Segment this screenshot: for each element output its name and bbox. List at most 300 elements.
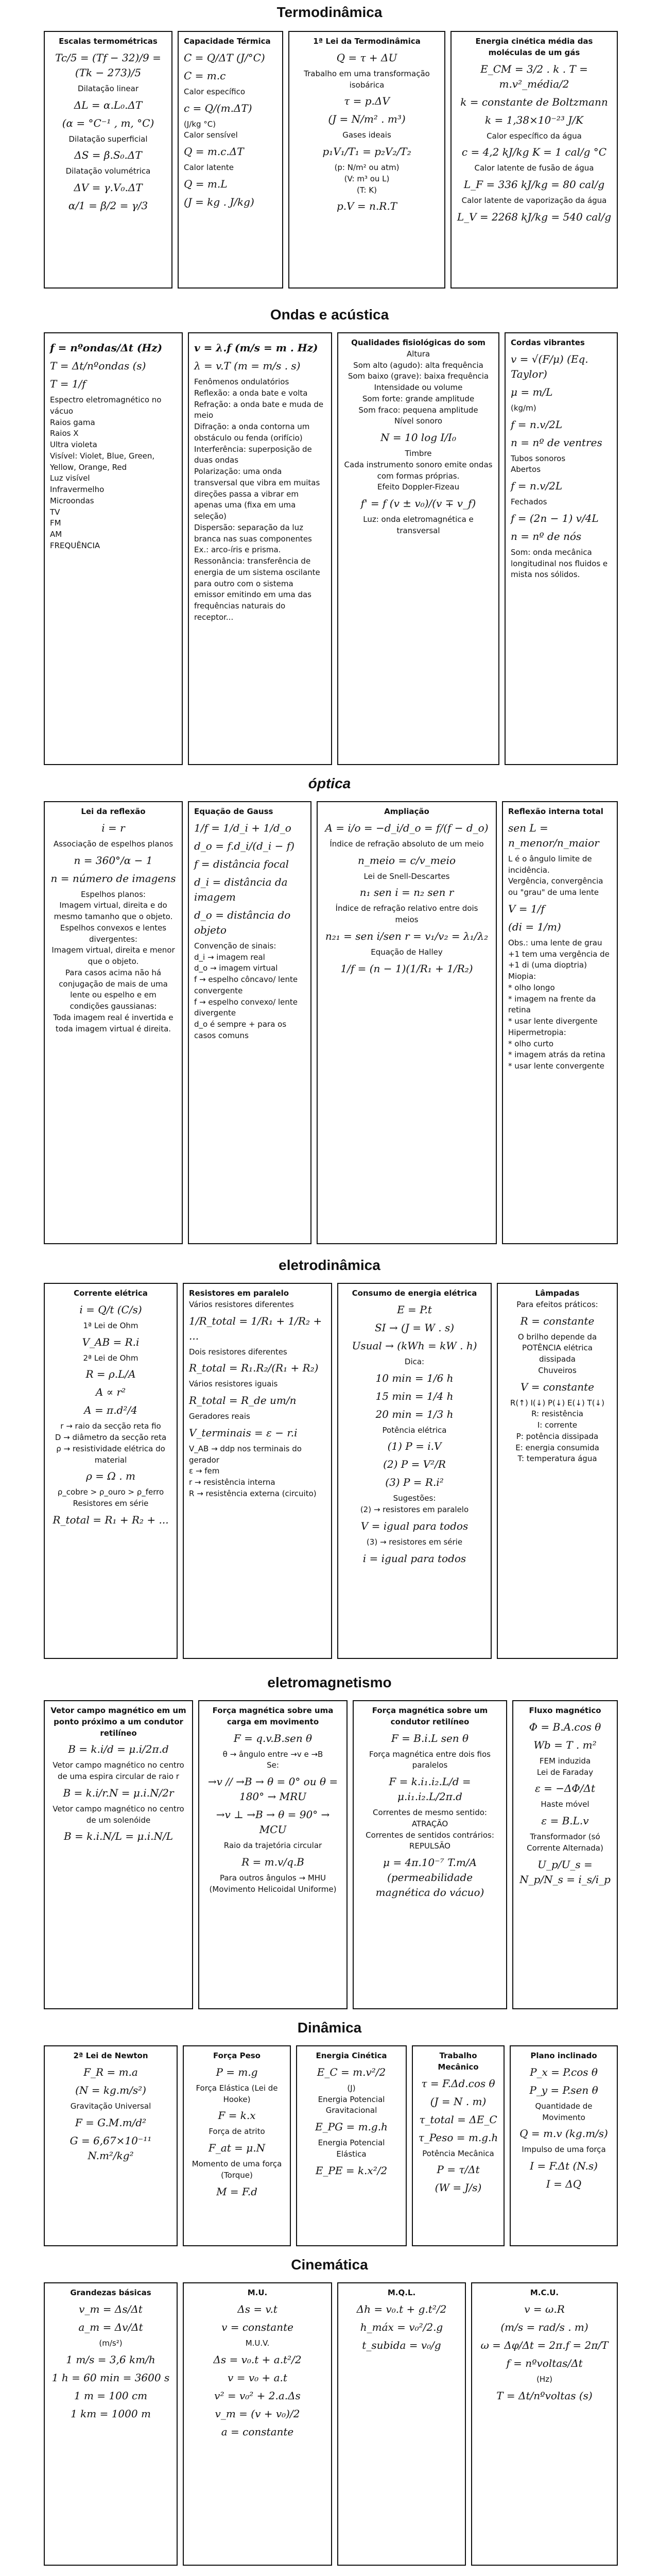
line: R_total = R₁.R₂/(R₁ + R₂) <box>189 1362 319 1375</box>
line: F_at = μ.N <box>208 2142 266 2154</box>
line: f = (2n − 1) v/4L <box>511 512 599 524</box>
line: f = nºondas/Δt (Hz) <box>50 342 163 354</box>
line: * olho curto <box>508 1039 554 1048</box>
line: R = constante <box>520 1314 595 1327</box>
line: Trabalho em uma transformação isobárica <box>304 69 430 90</box>
line: Dispersão: separação da luz branca nas suas componentes <box>194 522 312 544</box>
line: Consumo de energia elétrica <box>352 1289 477 1298</box>
line: ΔL = α.L₀.ΔT <box>74 98 143 111</box>
box-cordas-tubos <box>505 332 618 765</box>
section-title-ondas: Ondas e acústica <box>270 307 389 323</box>
line: Índice de refração relativo entre dois meios <box>335 904 478 924</box>
box-mcu <box>471 2282 618 2566</box>
line: Ressonância: transferência de energia de um sistema oscilante para outro com o sistema emissor emitindo em uma das frequências naturais do receptor... <box>194 556 320 622</box>
line: M = F.d <box>216 2185 257 2198</box>
line: B = k.i.N/L = μ.i.N/L <box>63 1830 174 1843</box>
line: h_máx = v₀²/2.g <box>360 2320 443 2333</box>
box-corrente-ohm <box>44 1283 178 1659</box>
line: Q = m.v (kg.m/s) <box>519 2127 608 2140</box>
line: Fluxo magnético <box>529 1706 601 1715</box>
line: R_total = R_de um/n <box>189 1394 297 1406</box>
line: C = Q/ΔT (J/°C) <box>184 51 265 64</box>
line: (2) → resistores em paralelo <box>360 1505 469 1514</box>
line: Para outros ângulos → MHU (Movimento Helicoidal Uniforme) <box>209 1873 337 1894</box>
line: Plano inclinado <box>530 2051 597 2060</box>
line: (W = J/s) <box>435 2181 482 2194</box>
line: Imagem virtual, direita e menor que o objeto. <box>51 945 175 966</box>
line: Geradores reais <box>189 1412 250 1421</box>
line: Nível sonoro <box>394 416 443 426</box>
line: Escalas termométricas <box>59 37 158 46</box>
line: E_PE = k.x²/2 <box>315 2164 388 2177</box>
line: Corrente elétrica <box>74 1289 148 1298</box>
line: 1/f = (n − 1)(1/R₁ + 1/R₂) <box>340 962 473 975</box>
line: B = k.i/r.N = μ.i.N/2r <box>63 1786 174 1799</box>
line: (kg/m) <box>511 403 536 413</box>
line: Raio da trajetória circular <box>223 1841 322 1850</box>
line: P_y = P.sen θ <box>529 2083 598 2096</box>
box-energia-cinetica-gas <box>450 31 618 289</box>
line: Energia cinética média das moléculas de um gás <box>475 37 593 57</box>
box-mu-muv <box>183 2282 332 2566</box>
box-primeira-lei <box>288 31 445 289</box>
line: ε = −ΔΦ/Δt <box>534 1782 596 1795</box>
line: P_x = P.cos θ <box>530 2065 598 2078</box>
line: ω = Δφ/Δt = 2π.f = 2π/T <box>480 2338 609 2351</box>
line: 10 min = 1/6 h <box>375 1371 454 1384</box>
section-title-optica: óptica <box>308 775 351 791</box>
line: Cordas vibrantes <box>511 338 585 347</box>
box-forca-magnetica-condutor <box>353 1700 507 2009</box>
line: I: corrente <box>537 1420 578 1430</box>
box-forca-magnetica-carga <box>198 1700 348 2009</box>
line: d_i = distância da imagem <box>194 875 288 903</box>
line: V = igual para todos <box>360 1519 469 1532</box>
line: Se: <box>267 1760 279 1770</box>
line: Fechados <box>511 497 547 506</box>
line: Lei de Snell-Descartes <box>363 871 450 881</box>
line: Resistores em série <box>73 1499 149 1508</box>
line: Convenção de sinais: <box>194 941 276 951</box>
section-title-eletrodinamica: eletrodinâmica <box>279 1257 380 1273</box>
line: Força magnética entre dois fios paralelos <box>369 1749 491 1770</box>
line: Potência elétrica <box>382 1425 447 1435</box>
line: 1ª Lei da Termodinâmica <box>313 37 421 46</box>
line: (α = °C⁻¹ , m, °C) <box>62 116 154 129</box>
line: T: temperatura água <box>517 1454 597 1464</box>
line: Wb = T . m² <box>533 1738 597 1751</box>
line: FREQUÊNCIA <box>50 540 100 550</box>
line: k = constante de Boltzmann <box>460 95 608 108</box>
line: Dilatação superficial <box>68 134 148 144</box>
line: Calor específico da água <box>487 131 582 141</box>
line: Som: onda mecânica longitudinal nos fluidos e mista nos sólidos. <box>511 547 608 580</box>
line: t_subida = v₀/g <box>362 2338 441 2351</box>
line: d_o = distância do objeto <box>194 908 291 936</box>
box-equacao-gauss <box>188 801 311 1244</box>
line: d_i → imagem real <box>194 952 265 962</box>
line: Lâmpadas <box>535 1289 580 1298</box>
line: A ∝ r² <box>95 1386 126 1399</box>
line: (p: N/m² ou atm) <box>334 163 400 172</box>
line: R: resistência <box>531 1409 583 1419</box>
line: Força magnética sobre uma carga em movimento <box>212 1706 334 1726</box>
line: n = 360°/α − 1 <box>74 854 153 867</box>
line: G = 6,67×10⁻¹¹ N.m²/kg² <box>70 2134 152 2162</box>
line: Calor latente de vaporização da água <box>461 196 607 205</box>
line: Qualidades fisiológicas do som <box>351 338 485 347</box>
line: ε → fem <box>189 1466 220 1476</box>
line: (N = kg.m/s²) <box>75 2083 146 2096</box>
line: C = m.c <box>184 69 226 82</box>
line: 1 h = 60 min = 3600 s <box>51 2371 170 2384</box>
box-ampliacao-refracao <box>317 801 497 1244</box>
line: E_CM = 3/2 . k . T = m.v²_média/2 <box>480 62 588 90</box>
box-energia-potencia <box>337 1283 492 1659</box>
line: L_V = 2268 kJ/kg = 540 cal/g <box>457 210 612 223</box>
line: 1/f = 1/d_i + 1/d_o <box>194 821 291 834</box>
line: Refração: a onda bate e muda de meio <box>194 399 324 420</box>
section-title-cinematica: Cinemática <box>291 2257 368 2273</box>
section-title-termodinamica: Termodinâmica <box>276 4 383 20</box>
line: ρ → resistividade elétrica do material <box>56 1444 165 1465</box>
line: (2) P = V²/R <box>383 1458 446 1471</box>
line: a_m = Δv/Δt <box>78 2320 143 2333</box>
line: Tubos sonoros <box>511 453 566 463</box>
line: Vários resistores iguais <box>189 1379 278 1389</box>
line: Dilatação linear <box>78 83 138 93</box>
line: Espelhos convexos e lentes divergentes: <box>60 923 167 944</box>
line: (J = N/m² . m³) <box>328 113 406 126</box>
line: n₂₁ = sen i/sen r = v₁/v₂ = λ₁/λ₂ <box>325 929 489 942</box>
line: Gases ideais <box>342 130 391 140</box>
line: v_m = Δs/Δt <box>79 2302 143 2315</box>
line: 2ª Lei de Ohm <box>83 1353 138 1363</box>
line: p₁V₁/T₁ = p₂V₂/T₂ <box>322 145 411 158</box>
line: T = Δt/nºvoltas (s) <box>496 2389 593 2402</box>
line: Chuveiros <box>538 1365 577 1375</box>
line: V_terminais = ε − r.i <box>189 1426 298 1439</box>
line: Som fraco: pequena amplitude <box>358 405 478 415</box>
line: a = constante <box>221 2425 294 2438</box>
line: Capacidade Térmica <box>184 37 271 46</box>
line: ε = B.L.v <box>541 1815 589 1827</box>
line: Som baixo (grave): baixa frequência <box>348 371 489 381</box>
box-reflexao-espelhos <box>44 801 183 1244</box>
line: (3) → resistores em série <box>366 1537 463 1547</box>
line: f' = f (v ± v₀)/(v ∓ v_f) <box>360 497 476 510</box>
box-termometria <box>44 31 172 289</box>
line: Δh = v₀.t + g.t²/2 <box>356 2302 447 2315</box>
line: (1) P = i.V <box>387 1440 442 1453</box>
line: τ = p.ΔV <box>344 95 390 108</box>
line: τ_total = ΔE_C <box>419 2113 497 2126</box>
line: V = constante <box>520 1380 595 1393</box>
box-qualidades-som <box>337 332 499 765</box>
line: TV <box>50 507 60 517</box>
line: Microondas <box>50 496 94 505</box>
line: k = 1,38×10⁻²³ J/K <box>485 113 583 126</box>
box-reflexao-total-lentes <box>502 801 618 1244</box>
line: Miopia: <box>508 972 536 981</box>
line: n = nº de ventres <box>511 436 602 449</box>
line: (m/s = rad/s . m) <box>500 2320 588 2333</box>
line: d_o → imagem virtual <box>194 963 278 973</box>
line: i = igual para todos <box>362 1552 466 1565</box>
line: F = k.x <box>218 2109 256 2122</box>
line: 1 m = 100 cm <box>74 2389 148 2402</box>
line: Transformador (só Corrente Alternada) <box>527 1832 603 1853</box>
line: Imagem virtual, direita e do mesmo tamanho que o objeto. <box>54 901 173 921</box>
box-fenomenos-ondulatorios <box>188 332 332 765</box>
line: Vetor campo magnético no centro de uma espira circular de raio r <box>53 1760 184 1781</box>
line: Força de atrito <box>209 2127 265 2137</box>
line: R_total = R₁ + R₂ + ... <box>53 1513 169 1526</box>
line: Quantidade de Movimento <box>535 2101 593 2122</box>
line: Abertos <box>511 465 541 474</box>
line: Luz visível <box>50 473 90 483</box>
line: Q = m.c.ΔT <box>184 145 244 158</box>
line: d_o = f.d_i/(d_i − f) <box>194 839 294 852</box>
line: ΔV = γ.V₀.ΔT <box>74 181 143 194</box>
line: n₁ sen i = n₂ sen r <box>359 886 454 899</box>
line: R = ρ.L/A <box>85 1368 136 1381</box>
line: Φ = B.A.cos θ <box>529 1720 601 1733</box>
line: Som alto (agudo): alta frequência <box>353 360 483 370</box>
line: Resistores em paralelo <box>189 1289 289 1298</box>
line: Equação de Halley <box>371 947 443 957</box>
line: Sugestões: <box>393 1494 436 1503</box>
line: Grandezas básicas <box>70 2288 151 2297</box>
line: θ → ângulo entre →v e →B <box>222 1749 323 1759</box>
line: Reflexão interna total <box>508 807 603 816</box>
line: μ = m/L <box>511 385 553 398</box>
line: Lei de Faraday <box>536 1767 594 1777</box>
box-mql <box>337 2282 466 2566</box>
line: Correntes de sentidos contrários: REPULSÃO <box>366 1830 494 1851</box>
line: Ultra violeta <box>50 440 97 449</box>
line: V_AB → ddp nos terminais do gerador <box>189 1444 302 1465</box>
line: (m/s²) <box>99 2338 123 2348</box>
line: r → raio da secção reta fio <box>60 1421 161 1431</box>
line: Ex.: arco-íris e prisma. <box>194 545 281 555</box>
line: A = π.d²/4 <box>84 1404 137 1417</box>
line: Polarização: uma onda transversal que vibra em muitas direções passa a vibrar em apenas uma (fixa em uma seleção) <box>194 467 320 521</box>
line: (V: m³ ou L) <box>344 174 390 183</box>
line: R(↑) I(↓) P(↓) E(↓) T(↓) <box>510 1398 604 1408</box>
line: sen L = n_menor/n_maior <box>508 821 599 849</box>
line: n = nº de nós <box>511 530 582 543</box>
line: Força magnética sobre um condutor retilíneo <box>372 1706 488 1726</box>
line: Obs.: uma lente de grau +1 tem uma vergência de +1 di (uma dioptria) <box>508 938 610 970</box>
line: Impulso de uma força <box>522 2145 606 2155</box>
line: Q = m.L <box>184 177 228 190</box>
line: 2ª Lei de Newton <box>73 2051 148 2060</box>
line: Raios X <box>50 429 79 438</box>
line: n_meio = c/v_meio <box>357 854 456 867</box>
line: (Hz) <box>536 2374 552 2384</box>
line: Energia Potencial Elástica <box>318 2138 385 2159</box>
line: f = nºvoltas/Δt <box>506 2357 583 2369</box>
line: Calor latente de fusão de água <box>474 163 594 173</box>
section-title-dinamica: Dinâmica <box>297 2020 362 2036</box>
line: D → diâmetro da secção reta <box>55 1433 167 1442</box>
line: τ = F.Δd.cos θ <box>421 2077 495 2090</box>
line: FM <box>50 518 61 528</box>
line: Vários resistores diferentes <box>189 1299 294 1309</box>
line: Intensidade ou volume <box>374 383 463 392</box>
line: ρ = Ω . m <box>86 1470 135 1483</box>
line: SI → (J = W . s) <box>374 1321 455 1334</box>
line: f → espelho convexo/ lente divergente <box>194 997 298 1018</box>
line: I = F.Δt (N.s) <box>530 2160 598 2172</box>
box-grandezas-basicas <box>44 2282 178 2566</box>
line: (J/kg °C) <box>184 119 216 129</box>
section-title-eletromagnetismo: eletromagnetismo <box>267 1674 392 1690</box>
line: Potência Mecânica <box>422 2148 494 2158</box>
line: 1/R_total = 1/R₁ + 1/R₂ + ... <box>189 1314 322 1342</box>
line: I = ΔQ <box>546 2178 582 2190</box>
line: Q = τ + ΔU <box>336 51 397 64</box>
line: f → espelho côncavo/ lente convergente <box>194 975 298 995</box>
line: * olho longo <box>508 982 555 992</box>
line: 1 km = 1000 m <box>71 2407 151 2420</box>
box-energias <box>296 2045 407 2246</box>
line: Raios gama <box>50 417 95 427</box>
line: U_p/U_s = N_p/N_s = i_s/i_p <box>519 1858 611 1886</box>
box-lampadas-chuveiros <box>497 1283 618 1659</box>
line: Momento de uma força (Torque) <box>192 2159 282 2180</box>
line: v = constante <box>221 2320 293 2333</box>
line: R = m.v/q.B <box>241 1855 304 1868</box>
box-newton-gravitacao <box>44 2045 178 2246</box>
line: Espelhos planos: <box>81 889 146 899</box>
line: V_AB = R.i <box>82 1335 140 1348</box>
line: * usar lente convergente <box>508 1061 604 1071</box>
line: →v ⊥ →B → θ = 90° → MCU <box>216 1808 330 1836</box>
line: Equação de Gauss <box>194 807 273 816</box>
line: p.V = n.R.T <box>336 200 397 213</box>
line: i = Q/t (C/s) <box>79 1303 142 1316</box>
box-resistores-paralelo <box>183 1283 332 1659</box>
line: Calor específico <box>184 87 246 96</box>
line: Calor sensível <box>184 130 238 140</box>
line: E: energia consumida <box>515 1443 599 1452</box>
line: Cada instrumento sonoro emite ondas com formas próprias. <box>344 460 493 481</box>
line: N = 10 log I/I₀ <box>380 431 456 444</box>
line: Energia Cinética <box>316 2051 387 2060</box>
line: f = n.v/2L <box>511 418 563 431</box>
line: r → resistência interna <box>189 1478 275 1487</box>
line: F = G.M.m/d² <box>75 2116 147 2129</box>
line: M.C.U. <box>530 2288 559 2297</box>
line: AM <box>50 530 62 539</box>
line: n = número de imagens <box>50 872 176 885</box>
line: E = P.t <box>397 1303 432 1316</box>
line: L é o ângulo limite de incidência. <box>508 854 592 875</box>
box-campo-magnetico <box>44 1700 193 2009</box>
line: Dica: <box>404 1357 425 1366</box>
line: i = r <box>101 821 125 834</box>
line: O brilho depende da POTÊNCIA elétrica dissipada <box>517 1332 597 1364</box>
line: (3) P = R.i² <box>385 1476 444 1489</box>
line: 1 m/s = 3,6 km/h <box>66 2353 155 2366</box>
line: T = 1/f <box>50 378 86 390</box>
line: M.U. <box>247 2288 268 2297</box>
line: v = v₀ + a.t <box>228 2371 287 2384</box>
line: Força Peso <box>213 2051 261 2060</box>
line: Gravitação Universal <box>70 2101 151 2111</box>
line: A = i/o = −d_i/d_o = f/(f − d_o) <box>325 821 489 834</box>
line: Reflexão: a onda bate e volta <box>194 388 308 398</box>
line: Tc/5 = (Tf − 32)/9 = (Tk − 273)/5 <box>55 51 161 79</box>
line: Haste móvel <box>541 1800 589 1809</box>
line: Luz: onda eletromagnética e transversal <box>363 515 474 535</box>
line: 20 min = 1/3 h <box>375 1408 454 1420</box>
box-calorimetria <box>178 31 283 289</box>
line: Interferência: superposição de duas ondas <box>194 444 312 465</box>
line: μ = 4π.10⁻⁷ T.m/A (permeabilidade magnética do vácuo) <box>375 1856 484 1899</box>
line: c = 4,2 kJ/kg K = 1 cal/g °C <box>461 146 607 159</box>
line: v_m = (v + v₀)/2 <box>215 2407 300 2420</box>
line: E_C = m.v²/2 <box>317 2065 386 2078</box>
line: Fenômenos ondulatórios <box>194 377 289 386</box>
line: 15 min = 1/4 h <box>375 1389 454 1402</box>
line: Calor latente <box>184 163 234 172</box>
line: ΔS = β.S₀.ΔT <box>74 149 142 162</box>
line: (T: K) <box>357 185 377 195</box>
line: Visível: Violet, Blue, Green, Yellow, Orange, Red <box>50 451 155 472</box>
line: Trabalho Mecânico <box>438 2051 479 2072</box>
line: Para efeitos práticos: <box>516 1299 598 1309</box>
line: P: potência dissipada <box>516 1431 599 1441</box>
line: Lei da reflexão <box>81 807 146 816</box>
line: * imagem atrás da retina <box>508 1050 605 1060</box>
line: Dois resistores diferentes <box>189 1347 287 1357</box>
line: Correntes de mesmo sentido: ATRAÇÃO <box>373 1808 487 1828</box>
line: (J = N . m) <box>430 2095 487 2108</box>
line: R → resistência externa (circuito) <box>189 1488 317 1498</box>
box-forcas <box>183 2045 291 2246</box>
line: F = B.i.L sen θ <box>391 1732 469 1744</box>
line: (J = kg . J/kg) <box>184 195 254 208</box>
line: Dilatação volumétrica <box>65 166 151 176</box>
line: Energia Potencial Gravitacional <box>318 2094 385 2115</box>
line: 1ª Lei de Ohm <box>83 1320 138 1330</box>
line: Para casos acima não há conjugação de mais de uma lente ou espelho e em condições gaussianas: <box>59 968 168 1011</box>
line: Altura <box>406 349 430 359</box>
line: E_PG = m.g.h <box>315 2121 388 2133</box>
line: Força Elástica (Lei de Hooke) <box>196 2083 278 2104</box>
line: Δs = v.t <box>237 2302 278 2315</box>
line: v = ω.R <box>524 2302 565 2315</box>
box-frequencia-espectro <box>44 332 183 765</box>
line: α/1 = β/2 = γ/3 <box>68 199 148 212</box>
line: v = λ.f (m/s = m . Hz) <box>194 342 318 354</box>
line: Difração: a onda contorna um obstáculo ou fenda (orifício) <box>194 422 310 443</box>
line: Ampliação <box>384 807 429 816</box>
line: f = n.v/2L <box>511 480 563 492</box>
line: →v // →B → θ = 0° ou θ = 180° → MRU <box>207 1775 338 1803</box>
line: Δs = v₀.t + a.t²/2 <box>213 2353 302 2366</box>
line: M.Q.L. <box>387 2288 416 2297</box>
line: f = distância focal <box>194 857 289 870</box>
line: P = m.g <box>216 2065 258 2078</box>
line: F = k.i₁.i₂.L/d = μ.i₁.i₂.L/2π.d <box>389 1775 471 1803</box>
line: d_o é sempre + para os casos comuns <box>194 1020 287 1040</box>
line: T = Δt/nºondas (s) <box>50 360 146 372</box>
box-fluxo-magnetico <box>512 1700 618 2009</box>
